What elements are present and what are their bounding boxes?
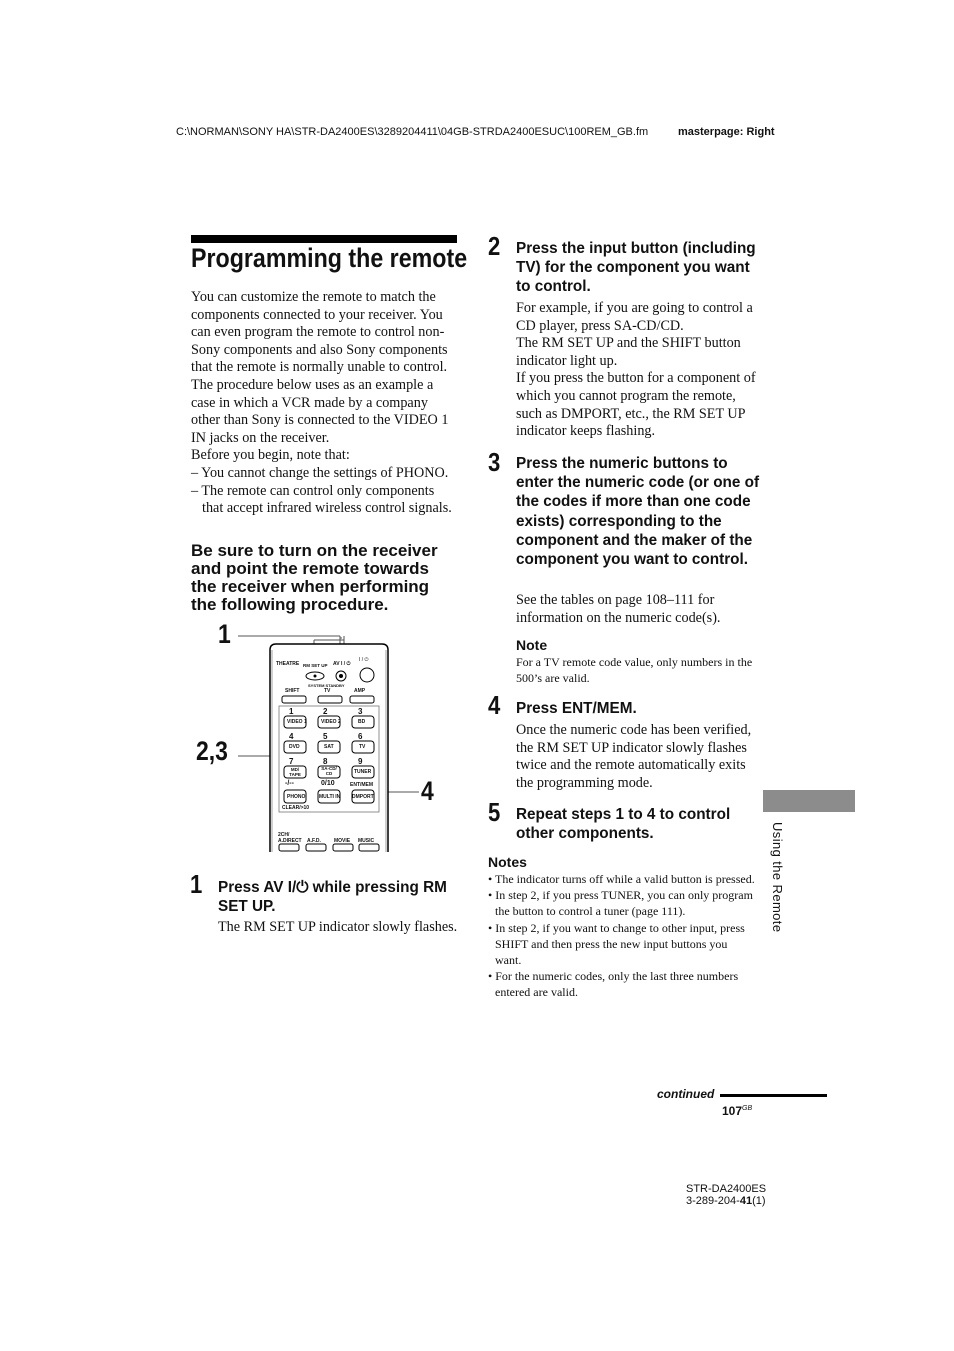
step-1-heading: Press AV I/⏻ while pressing RM SET UP. bbox=[218, 879, 447, 916]
remote-key-num: 3 bbox=[358, 707, 363, 716]
remote-key-label: SA-CD/ CD bbox=[321, 766, 337, 776]
page-number-value: 107 bbox=[722, 1104, 743, 1118]
remote-key-num: 4 bbox=[289, 732, 294, 741]
step-3-heading: Press the numeric buttons to enter the numeric code (or one of the codes if more than one code exists) corresponding to the component and the maker of the component you want to control. bbox=[516, 455, 760, 569]
step-5-number: 5 bbox=[488, 797, 501, 827]
step-4-body: Once the numeric code has been verified, the RM SET UP indicator slowly flashes twice and the remote automatically exits the programming mode. bbox=[516, 722, 752, 791]
remote-key-num: 2 bbox=[323, 707, 328, 716]
remote-key-num: 6 bbox=[358, 732, 363, 741]
step-4-number: 4 bbox=[488, 690, 501, 720]
step-1-body: The RM SET UP indicator slowly flashes. bbox=[218, 919, 458, 935]
step-2-body bbox=[516, 300, 761, 441]
page-number bbox=[722, 1104, 752, 1118]
intro-note-lead: Before you begin, note that: bbox=[191, 447, 350, 464]
step-2-body-2: The RM SET UP and the SHIFT button indicator light up. bbox=[516, 335, 741, 369]
step-5-heading: Repeat steps 1 to 4 to control other components. bbox=[516, 806, 731, 843]
step-2-heading: Press the input button (including TV) for the component you want to control. bbox=[516, 240, 756, 296]
section-tab bbox=[763, 790, 855, 812]
remote-key-label: MD/ TAPE bbox=[289, 767, 301, 777]
remote-bottom-label: 2CH/ A.DIRECT bbox=[278, 832, 302, 844]
page-number-suffix: GB bbox=[742, 1105, 753, 1112]
remote-av-power-label: AV I / ⏻ bbox=[333, 661, 351, 667]
page-title: Programming the remote bbox=[191, 243, 468, 273]
part-number-prefix: 3-289-204- bbox=[686, 1195, 740, 1207]
remote-amp-label: AMP bbox=[354, 688, 366, 694]
section-side-label: Using the Remote bbox=[770, 822, 785, 933]
file-path: C:\NORMAN\SONY HA\STR-DA2400ES\3289204411\04GB-STRDA2400ESUC\100REM_GB.fm bbox=[176, 126, 649, 138]
remote-key-num: 8 bbox=[323, 757, 328, 766]
remote-key-label: TUNER bbox=[354, 769, 372, 775]
notes-list bbox=[488, 871, 756, 1001]
step-2-body-1: For example, if you are going to control a CD player, press SA-CD/CD. bbox=[516, 300, 753, 334]
step-1-number: 1 bbox=[190, 869, 203, 899]
remote-key-num: 7 bbox=[289, 757, 294, 766]
step-3-body: See the tables on page 108–111 for information on the numeric code(s). bbox=[516, 592, 721, 626]
step-4-heading: Press ENT/MEM. bbox=[516, 700, 637, 717]
callout-1: 1 bbox=[218, 619, 231, 649]
part-number-suffix: (1) bbox=[752, 1195, 766, 1207]
warning-heading: Be sure to turn on the receiver and point the remote towards the receiver when performing the following procedure. bbox=[191, 541, 438, 614]
remote-key-label: PHONO bbox=[287, 794, 306, 800]
remote-clear-label: CLEAR/>10 bbox=[282, 805, 310, 811]
remote-key-num: -/-- bbox=[285, 780, 294, 787]
remote-key-num: ENT/MEM bbox=[350, 782, 374, 788]
masterpage-label: masterpage: Right bbox=[678, 126, 775, 138]
callout-2-3: 2,3 bbox=[196, 736, 228, 766]
remote-key-label: SAT bbox=[324, 744, 334, 750]
remote-key-label: VIDEO 2 bbox=[321, 719, 341, 725]
remote-bottom-label: MOVIE bbox=[334, 838, 351, 844]
remote-key-label: DMPORT bbox=[352, 794, 374, 800]
note-item: • The indicator turns off while a valid button is pressed. bbox=[488, 872, 755, 886]
remote-bottom-label: MUSIC bbox=[358, 838, 375, 844]
model-number: STR-DA2400ES bbox=[686, 1183, 767, 1195]
continued-rule bbox=[720, 1094, 827, 1097]
intro-dash-1: – You cannot change the settings of PHONO. bbox=[191, 464, 449, 481]
note-item: • For the numeric codes, only the last three numbers entered are valid. bbox=[488, 969, 739, 1000]
step-3-note: For a TV remote code value, only numbers in the 500’s are valid. bbox=[516, 655, 753, 686]
remote-shift-label: SHIFT bbox=[285, 688, 300, 694]
remote-theatre-label: THEATRE bbox=[276, 661, 300, 667]
remote-key-label: DVD bbox=[289, 744, 300, 750]
part-number bbox=[686, 1195, 766, 1207]
remote-bottom-label: A.F.D. bbox=[307, 838, 321, 844]
remote-system-standby-label: SYSTEM STANDBY bbox=[308, 683, 345, 688]
remote-key-num: 0/10 bbox=[321, 780, 335, 787]
remote-power-label: I / ⏻ bbox=[359, 657, 369, 663]
callout-4: 4 bbox=[421, 776, 434, 806]
notes-title: Notes bbox=[488, 854, 527, 870]
continued-label: continued bbox=[657, 1087, 715, 1101]
remote-key-label: TV bbox=[359, 744, 366, 750]
step-3-number: 3 bbox=[488, 447, 501, 477]
remote-key-label: MULTI IN bbox=[319, 794, 341, 800]
note-item: • In step 2, if you want to change to other input, press SHIFT and then press the new input buttons you want. bbox=[488, 920, 745, 968]
remote-key-num: 5 bbox=[323, 732, 328, 741]
remote-key-label: BD bbox=[358, 719, 366, 725]
part-number-bold: 41 bbox=[739, 1195, 753, 1207]
step-2-body-3: If you press the button for a component of which you cannot program the remote, such as DMPORT, etc., the RM SET UP indicator keeps flashing. bbox=[516, 370, 756, 440]
remote-key-num: 1 bbox=[289, 707, 294, 716]
intro-dash-2: – The remote can control only components that accept infrared wireless control signals. bbox=[191, 482, 452, 517]
note-item: • In step 2, if you press TUNER, you can only program the button to control a tuner (page 111). bbox=[488, 888, 753, 919]
remote-tv-label: TV bbox=[324, 688, 331, 694]
step-3-note-title: Note bbox=[516, 637, 548, 653]
remote-key-num: 9 bbox=[358, 757, 363, 766]
step-2-number: 2 bbox=[488, 231, 501, 261]
intro-paragraph: You can customize the remote to match the components connected to your receiver. You can even program the remote to control non-Sony components and also Sony components that the remote is normally unable to control. The procedure below uses as an example a case in which a VCR made by a company other than Sony is connected to the VIDEO 1 IN jacks on the receiver. bbox=[191, 289, 449, 446]
intro bbox=[191, 289, 459, 518]
remote-key-label: VIDEO 1 bbox=[287, 719, 307, 725]
title-rule bbox=[191, 235, 457, 243]
remote-rm-set-up-label: RM SET UP bbox=[303, 663, 328, 668]
